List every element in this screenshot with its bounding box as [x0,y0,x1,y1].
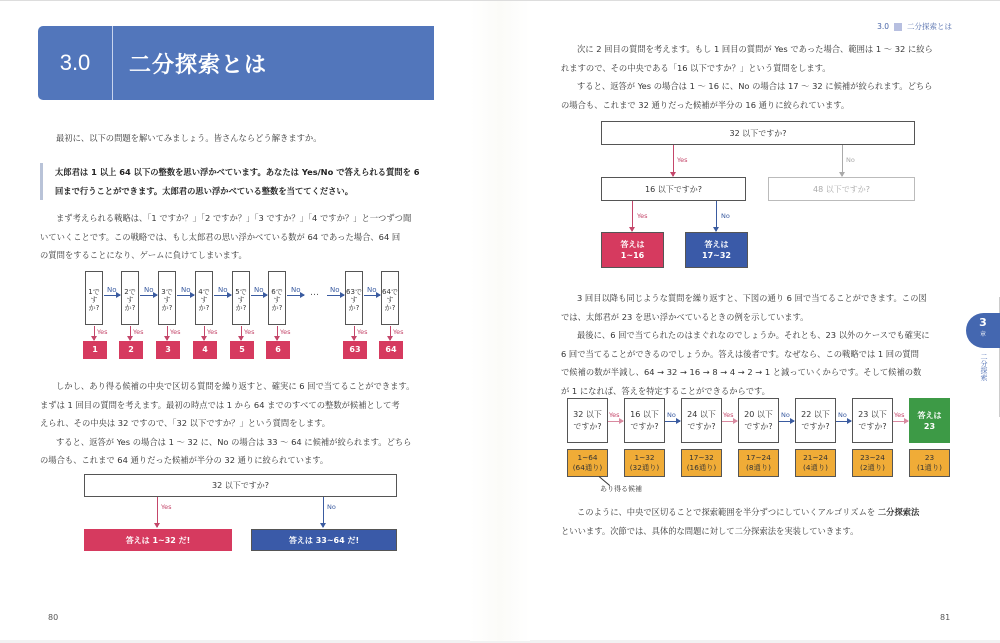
text-line: の場合も、これまで 32 通りだった候補が半分の 16 通りに絞られています。 [561,99,850,110]
step-question-box: 24 以下 ですか? [681,398,722,443]
term-binary-search: 二分探索法 [877,507,920,517]
final-answer-box: 答えは 23 [909,398,950,443]
yes-label: Yes [170,328,181,336]
answer-box: 5 [230,341,254,359]
answer-label: Yes [609,411,620,419]
right-page [500,1,1000,641]
text-line: 3 回目以降も同じような質問を繰り返すと、下図の通り 6 回で当てることができます。この図 [577,293,927,303]
root-question-box: 32 以下ですか? [601,121,915,145]
step-question-box: 22 以下 ですか? [795,398,836,443]
text-line: では、太郎君が 23 を思い浮かべているときの例を示しています。 [561,311,809,322]
no-arrow [287,295,304,296]
question-box: 3ですか? [158,271,176,325]
no-arrow [327,295,344,296]
chapter-header [38,26,434,100]
no-arrow [836,421,851,422]
running-head [877,21,952,32]
no-label: No [181,286,191,294]
no-label: No [107,286,117,294]
no-label: No [721,212,730,220]
text-line: しかし、あり得る候補の中央で区切る質問を繰り返すと、確実に 6 回で当てることができます。 [56,381,415,391]
yes-arrow [893,421,908,422]
no-arrow [177,295,194,296]
no-arrow [323,497,324,527]
question-box: 64ですか? [381,271,399,325]
candidate-range-box: 17~32 (16通り) [681,449,722,477]
second-question-paragraph [561,40,961,114]
answer-box: 1 [83,341,107,359]
step-question-box: 16 以下 ですか? [624,398,665,443]
question-box: 32 以下ですか? [84,474,397,497]
step-question-box: 23 以下 ですか? [852,398,893,443]
question-box: 1ですか? [85,271,103,325]
running-head-section: 3.0 [877,22,889,31]
candidate-range-box: 17~24 (8通り) [738,449,779,477]
side-tab-label: 二分探索 [980,353,988,381]
yes-arrow [673,145,674,176]
yes-arrow [722,421,737,422]
side-tab-number: 3 [979,316,987,329]
question-box: 4ですか? [195,271,213,325]
answer-label: Yes [894,411,905,419]
candidate-range-box: 1~32 (32通り) [624,449,665,477]
no-label: No [367,286,377,294]
no-answer-box: 答えは 33~64 だ! [251,529,397,551]
text-line: まずは 1 回目の質問を考えます。最初の時点では 1 から 64 までのすべての整数が候補として考 [40,399,400,410]
text-line: えられ、その中央は 32 ですので、「32 以下ですか？」という質問をします。 [40,418,331,428]
binary-search-paragraph [40,377,460,470]
step-question-box: 20 以下 ですか? [738,398,779,443]
yes-arrow [632,201,633,231]
no-arrow [665,421,680,422]
candidate-range-box: 23 (1通り) [909,449,950,477]
chapter-title: 二分探索とは [129,52,268,78]
no-arrow [716,201,717,231]
no-label: No [846,156,855,164]
no-label: No [254,286,264,294]
no-arrow [779,421,794,422]
candidate-range-box: 23~24 (2通り) [852,449,893,477]
left-page [0,1,470,641]
repeat-paragraph [561,289,961,400]
question-box: 5ですか? [232,271,250,325]
yes-label: Yes [677,156,688,164]
text-line: すると、返答が Yes の場合は 1 〜 16 に、No の場合は 17 〜 32 に候補が絞られます。どちら [577,81,933,91]
no-label: No [327,503,336,511]
square-icon [894,23,902,31]
answer-label: No [781,411,790,419]
no-label: No [218,286,228,294]
candidate-range-box: 1~64 (64通り) [567,449,608,477]
chapter-side-tab [966,313,1000,348]
text-line: れますので、その中央である「16 以下ですか？」という質問をします。 [561,62,831,73]
yes-label: Yes [207,328,218,336]
yes-arrow [354,326,355,340]
conclusion-paragraph [561,503,961,540]
yes-label: Yes [161,503,172,511]
yes-label: Yes [280,328,291,336]
problem-line: 回まで行うことができます。太郎君の思い浮かべている整数を当ててください。 [55,185,354,196]
left-question-box: 16 以下ですか? [601,177,746,201]
answer-box: 3 [156,341,180,359]
text-line: まず考えられる戦略は、「1 ですか？」「2 ですか？」「3 ですか？」「4 ですか？」と一つずつ聞 [56,213,412,223]
question-box: 63ですか? [345,271,363,325]
no-arrow [842,145,843,176]
candidates-note: あり得る候補 [600,485,642,493]
right-question-box: 48 以下ですか? [768,177,915,201]
intro-text: 最初に、以下の問題を解いてみましょう。皆さんならどう解きますか。 [56,133,322,143]
question-box: 6ですか? [268,271,286,325]
page-number: 81 [940,613,951,622]
chapter-number: 3.0 [38,26,113,100]
no-arrow [251,295,267,296]
running-head-title: 二分探索とは [907,22,952,31]
no-label: No [330,286,340,294]
answer-label: No [838,411,847,419]
yes-label: Yes [97,328,108,336]
text-line: の場合も、これまで 64 通りだった候補が半分の 32 通りに絞られています。 [40,455,329,465]
yes-label: Yes [133,328,144,336]
answer-box: 4 [193,341,217,359]
side-tab-suffix: 章 [979,331,986,338]
problem-line: 太郎君は 1 以上 64 以下の整数を思い浮かべています。あなたは Yes/No で答えられる質問を 6 [55,167,420,177]
text-line: 最後に、6 回で当てられたのはまぐれなのでしょうか。それとも、23 以外のケースでも確実に [577,330,930,340]
text-line: の質問をすることになり、ゲームに負けてしまいます。 [40,250,247,260]
text-line: で候補の数が半減し、64 → 32 → 16 → 8 → 4 → 2 → 1 と減っていくからです。そして候補の数 [561,367,922,377]
answer-box: 63 [343,341,367,359]
strategy-paragraph [40,209,460,265]
yes-arrow [390,326,391,340]
no-arrow [140,295,157,296]
yes-arrow [94,326,95,340]
text-line: 次に 2 回目の質問を考えます。もし 1 回目の質問が Yes であった場合、範囲は 1 〜 32 に絞ら [577,44,933,54]
text-line: すると、返答が Yes の場合は 1 〜 32 に、No の場合は 33 〜 64 に候補が絞られます。どちら [56,436,412,447]
yes-arrow [204,326,205,340]
text-line: が 1 になれば、答えを特定することができるからです。 [561,385,770,396]
yes-arrow [277,326,278,340]
text-line: といいます。次節では、具体的な問題に対して二分探索法を実装していきます。 [561,525,859,536]
problem-statement [40,163,460,200]
yes-answer-box: 答えは 1~32 だ! [84,529,232,551]
yes-label: Yes [357,328,368,336]
yes-arrow [608,421,623,422]
yes-answer-box: 答えは 1~16 [601,232,664,268]
text-line: このように、中央で区切ることで探索範囲を半分ずつにしていくアルゴリズムを 二分探索法 [577,507,920,517]
ellipsis: … [310,288,319,298]
no-arrow [214,295,231,296]
question-box: 2ですか? [121,271,139,325]
answer-label: Yes [723,411,734,419]
step-question-box: 32 以下 ですか? [567,398,608,443]
page-number: 80 [48,613,59,622]
yes-label: Yes [637,212,648,220]
answer-box: 6 [266,341,290,359]
yes-arrow [157,497,158,527]
text-line: 6 回で当てることができるのでしょうか。答えは後者です。なぜなら、この戦略では 1 回の質問 [561,348,919,359]
no-answer-box: 答えは 17~32 [685,232,748,268]
no-arrow [364,295,380,296]
yes-arrow [130,326,131,340]
yes-label: Yes [244,328,255,336]
candidate-range-box: 21~24 (4通り) [795,449,836,477]
yes-arrow [167,326,168,340]
yes-arrow [241,326,242,340]
answer-box: 2 [119,341,143,359]
answer-label: No [667,411,676,419]
answer-box: 64 [379,341,403,359]
text-line: いていくことです。この戦略では、もし太郎君の思い浮かべている数が 64 であった場合、64 回 [40,231,401,242]
no-arrow [104,295,120,296]
no-label: No [144,286,154,294]
yes-label: Yes [393,328,404,336]
no-label: No [291,286,301,294]
